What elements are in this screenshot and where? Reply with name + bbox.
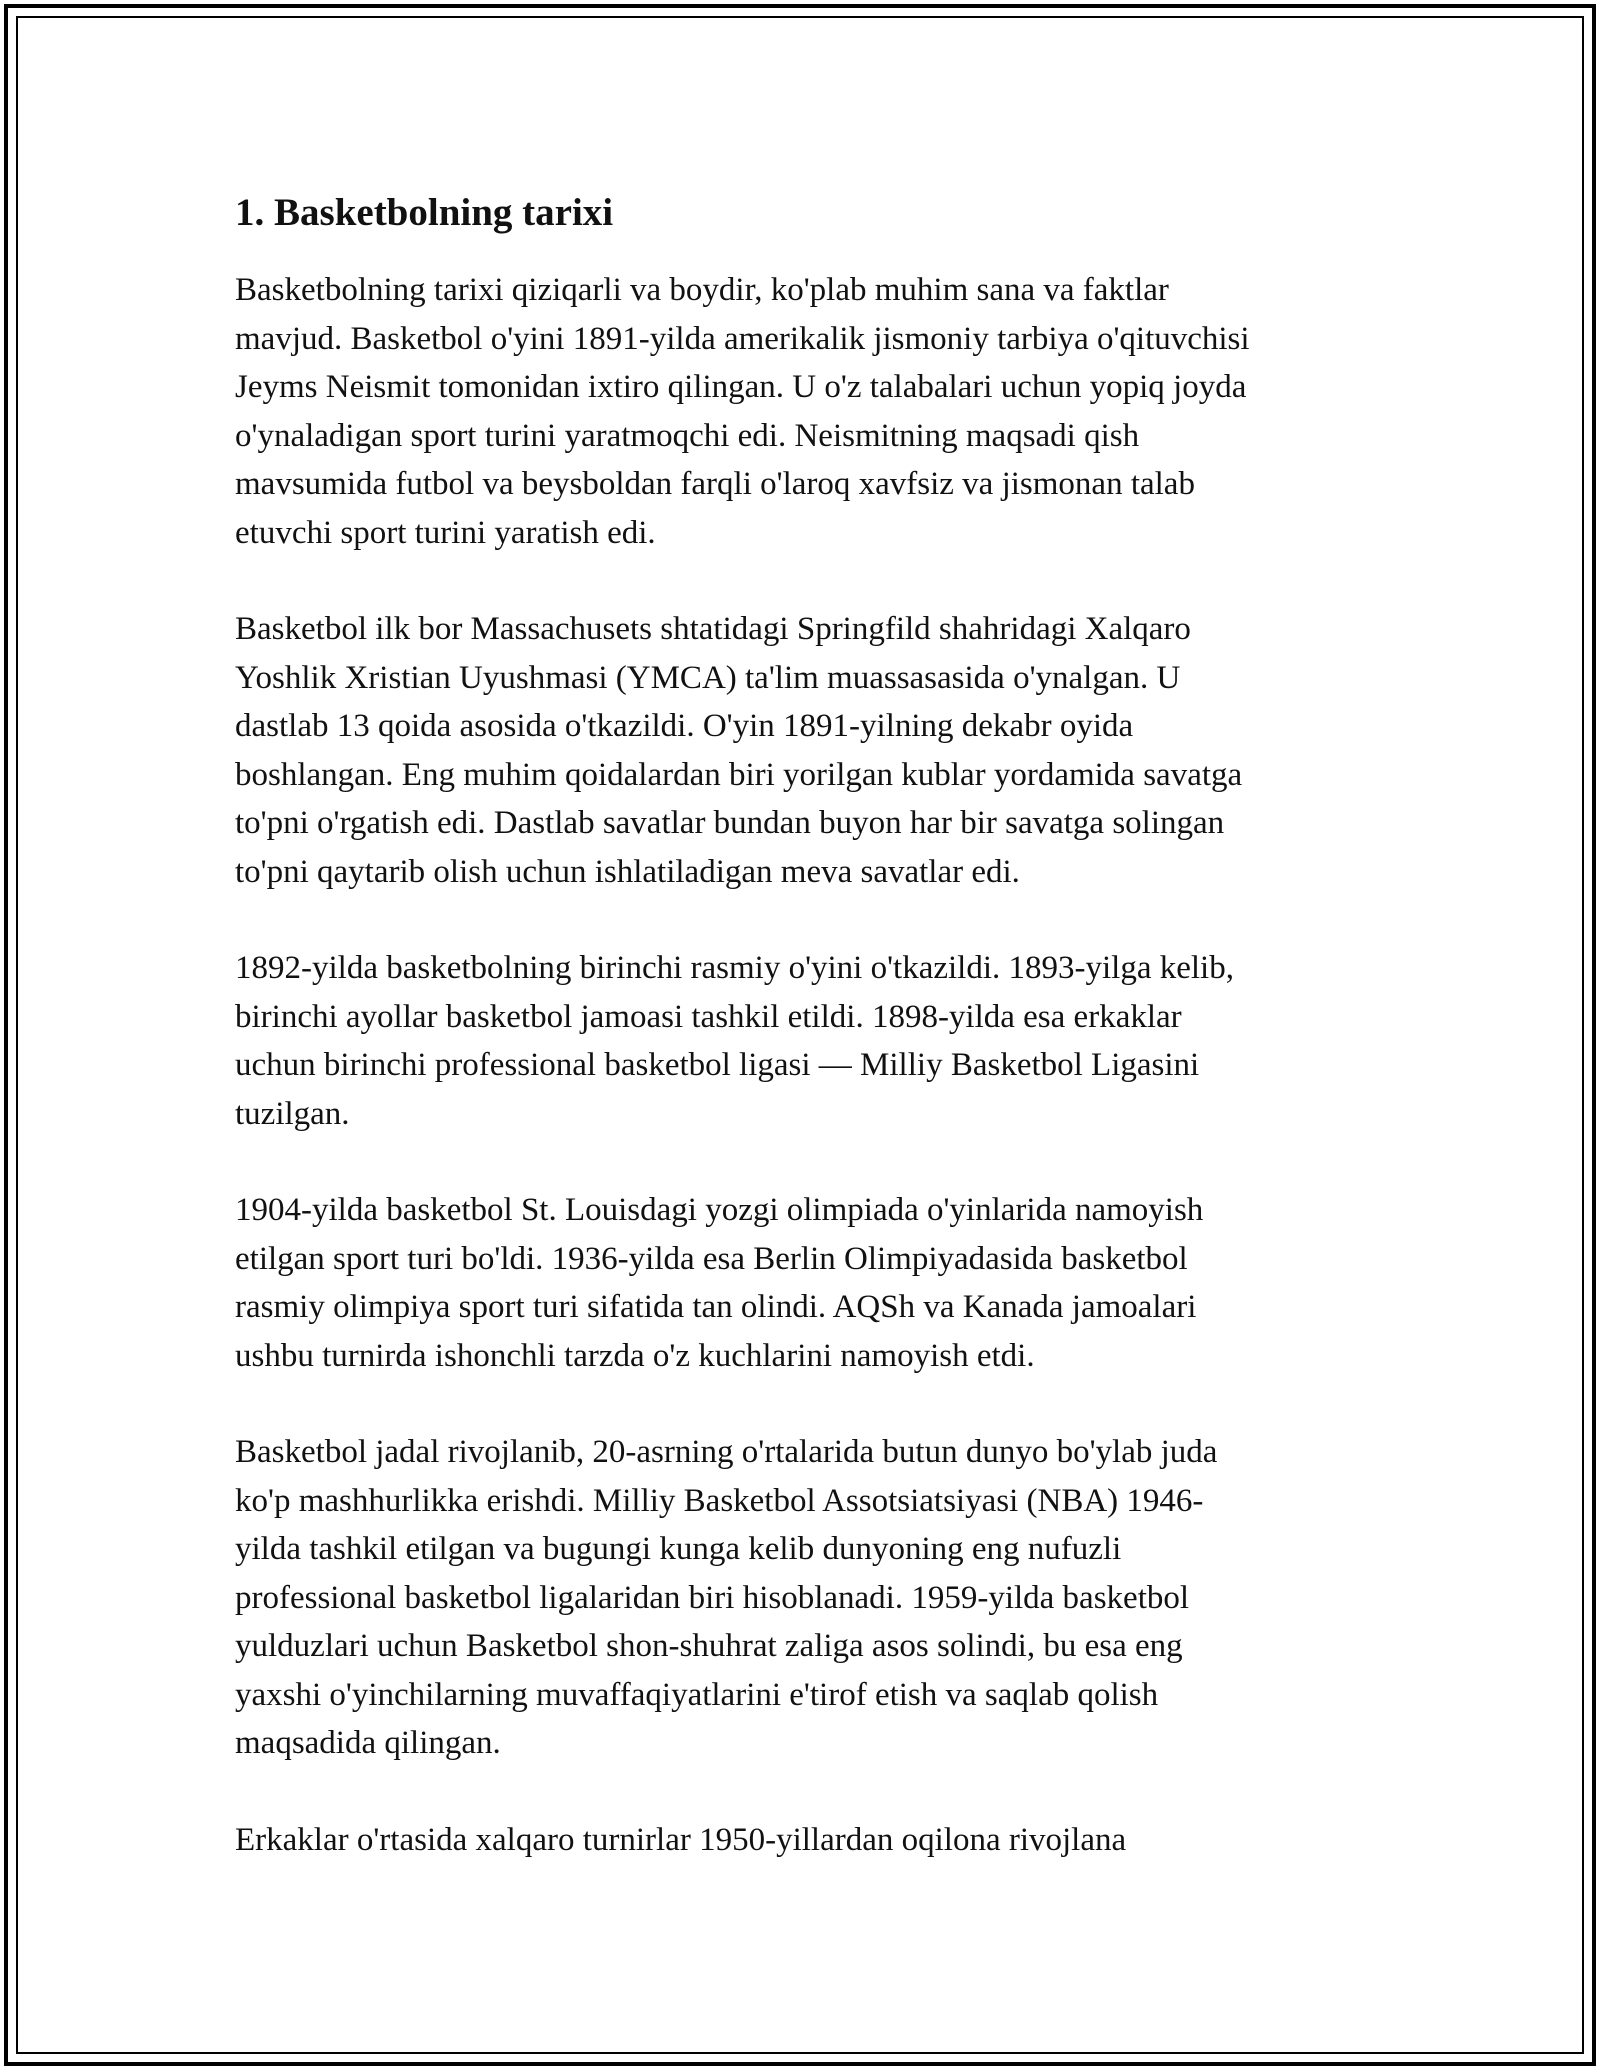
paragraph-olympics: 1904-yilda basketbol St. Louisdagi yozgi olimpiada o'yinlarida namoyish etilgan sport turi bo'ldi. 1936-yilda esa Berlin Olimpiyadasida basketbol rasmiy olimpiya sport turi sifatida tan olindi. AQSh va Kanada jamoalari ushbu turnirda ishonchli tarzda o'z kuchlarini namoyish etdi. [235,1192,1204,1374]
paragraph-nba: Basketbol jadal rivojlanib, 20-asrning o'rtalarida butun dunyo bo'ylab juda ko'p mashhurlikka erishdi. Milliy Basketbol Assotsiatsiyasi (NBA) 1946- yilda tashkil etilgan va bugungi kunga kelib dunyoning eng nufuzli professional basketbol ligalaridan biri hisoblanadi. 1959-yilda basketbol yulduzlari uchun Basketbol shon-shuhrat zaliga asos solindi, bu esa eng yaxshi o'yinchilarning muvaffaqiyatlarini e'tirof etish va saqlab qolish maqsadida qilingan. [235,1434,1218,1761]
paragraph-first-league: 1892-yilda basketbolning birinchi rasmiy o'yini o'tkazildi. 1893-yilga kelib, birinchi ayollar basketbol jamoasi tashkil etildi. 1898-yilda esa erkaklar uchun birinchi professional basketbol ligasi — Milliy Basketbol Ligasini tuzilgan. [235,950,1234,1132]
document-body [235,188,1375,1912]
section-heading: 1. Basketbolning tarixi [235,191,614,234]
paragraph-first-game: Basketbol ilk bor Massachusets shtatidagi Springfild shahridagi Xalqaro Yoshlik Xristian Uyushmasi (YMCA) ta'lim muassasasida o'ynalgan. U dastlab 13 qoida asosida o'tkazildi. O'yin 1891-yilning dekabr oyida boshlangan. Eng muhim qoidalardan biri yorilgan kublar yordamida savatga to'pni o'rgatish edi. Dastlab savatlar bundan buyon har bir savatga solingan to'pni qaytarib olish uchun ishlatiladigan meva savatlar edi. [235,611,1243,890]
paragraph-international-tournaments: Erkaklar o'rtasida xalqaro turnirlar 1950-yillardan oqilona rivojlana [235,1821,1127,1858]
paragraph-invention: Basketbolning tarixi qiziqarli va boydir, ko'plab muhim sana va faktlar mavjud. Basketbol o'yini 1891-yilda amerikalik jismoniy tarbiya o'qituvchisi Jeyms Neismit tomonidan ixtiro qilingan. U o'z talabalari uchun yopiq joyda o'ynaladigan sport turini yaratmoqchi edi. Neismitning maqsadi qish mavsumida futbol va beysboldan farqli o'laroq xavfsiz va jismonan talab etuvchi sport turini yaratish edi. [235,272,1250,551]
